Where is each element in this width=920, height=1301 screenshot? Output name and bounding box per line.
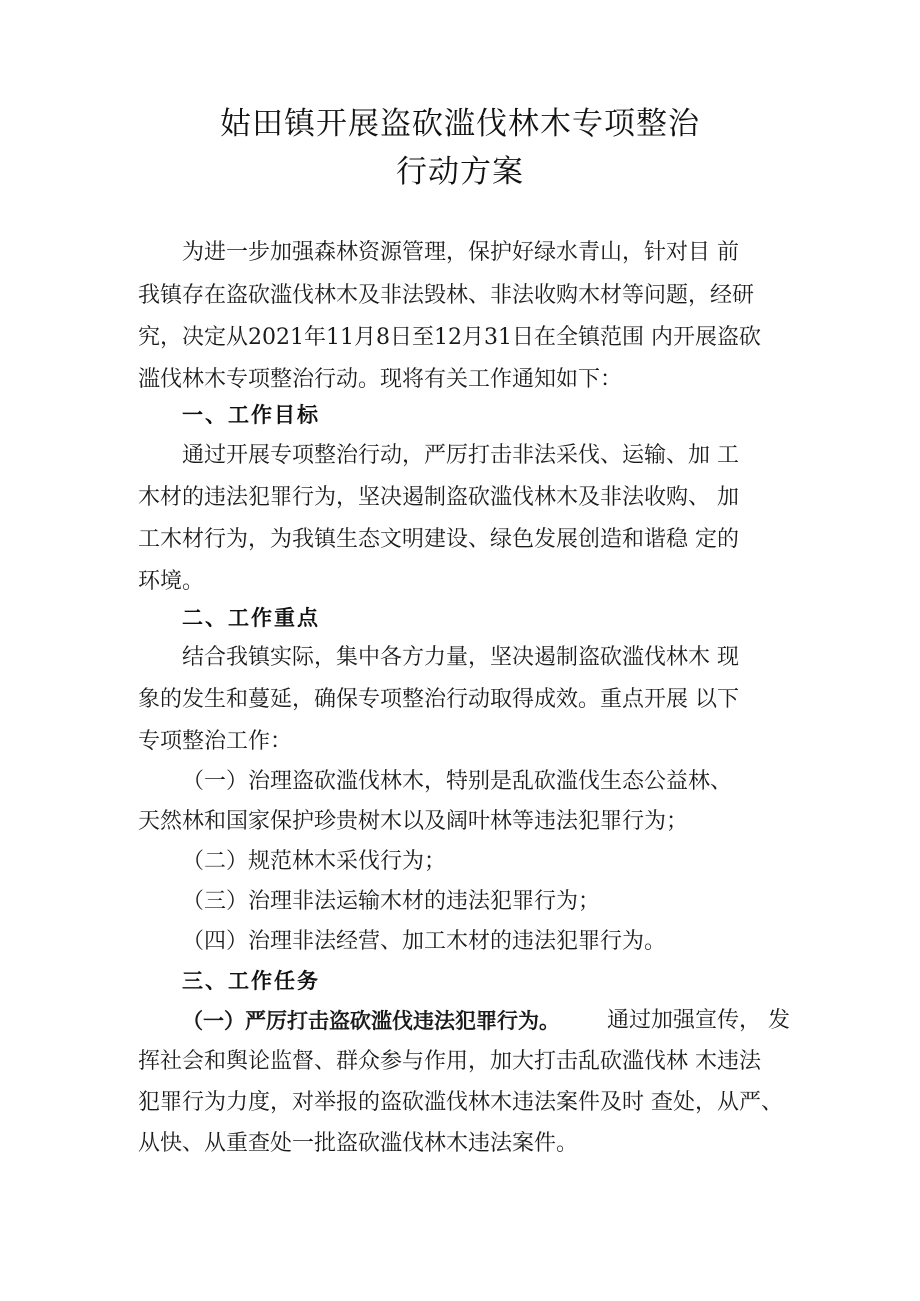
- section2-heading: 二、工作重点: [182, 606, 320, 630]
- section3-task1-line: [182, 1002, 790, 1040]
- section1-heading: 一、工作目标: [182, 403, 320, 427]
- section2-item-1-cont: 天然林和国家保护珍贵树木以及阔叶林等违法犯罪行为；: [138, 809, 689, 834]
- section1-line-1: 通过开展专项整治行动，严厉打击非法采伐、运输、加 工: [182, 443, 739, 468]
- section2-line-2: 象的发生和蔓延，确保专项整治行动取得成效。重点开展 以下: [138, 687, 739, 712]
- section3-task1-bold: （一）严厉打击盗砍滥伐违法犯罪行为。: [182, 1009, 560, 1033]
- section2-item-1: （一）治理盗砍滥伐林木，特别是乱砍滥伐生态公益林、: [182, 769, 733, 794]
- section2-line-1: 结合我镇实际，集中各方力量，坚决遏制盗砍滥伐林木 现: [182, 645, 739, 670]
- document-title-line2: 行动方案: [396, 154, 524, 190]
- section1-line-4: 环境。: [138, 569, 205, 594]
- section1-line-3: 工木材行为，为我镇生态文明建设、绿色发展创造和谐稳 定的: [138, 527, 739, 552]
- document-title-line1: 姑田镇开展盗砍滥伐林木专项整治: [220, 106, 700, 142]
- section2-item-4: （四）治理非法经营、加工木材的违法犯罪行为。: [182, 929, 667, 954]
- section3-line-3: 从快、从重查处一批盗砍滥伐林木违法案件。: [138, 1131, 579, 1156]
- intro-line-3: 究，决定从2021年11月8日至12月31日在全镇范围 内开展盗砍: [138, 325, 761, 350]
- section3-task1-rest: 通过加强宣传， 发: [607, 1008, 790, 1033]
- section3-line-1: 挥社会和舆论监督、群众参与作用，加大打击乱砍滥伐林 木违法: [138, 1049, 761, 1074]
- intro-line-1: 为进一步加强森林资源管理，保护好绿水青山，针对目 前: [182, 240, 739, 265]
- section2-item-3: （三）治理非法运输木材的违法犯罪行为；: [182, 889, 601, 914]
- section3-heading: 三、工作任务: [182, 969, 320, 993]
- section3-line-2: 犯罪行为力度，对举报的盗砍滥伐林木违法案件及时 查处，从严、: [138, 1090, 783, 1115]
- intro-line-4: 滥伐林木专项整治行动。现将有关工作通知如下：: [138, 367, 623, 392]
- section2-item-2: （二）规范林木采伐行为；: [182, 849, 447, 874]
- section2-line-3: 专项整治工作：: [138, 729, 293, 754]
- section1-line-2: 木材的违法犯罪行为，坚决遏制盗砍滥伐林木及非法收购、 加: [138, 485, 739, 510]
- intro-line-2: 我镇存在盗砍滥伐林木及非法毁林、非法收购木材等问题，经研: [138, 283, 755, 308]
